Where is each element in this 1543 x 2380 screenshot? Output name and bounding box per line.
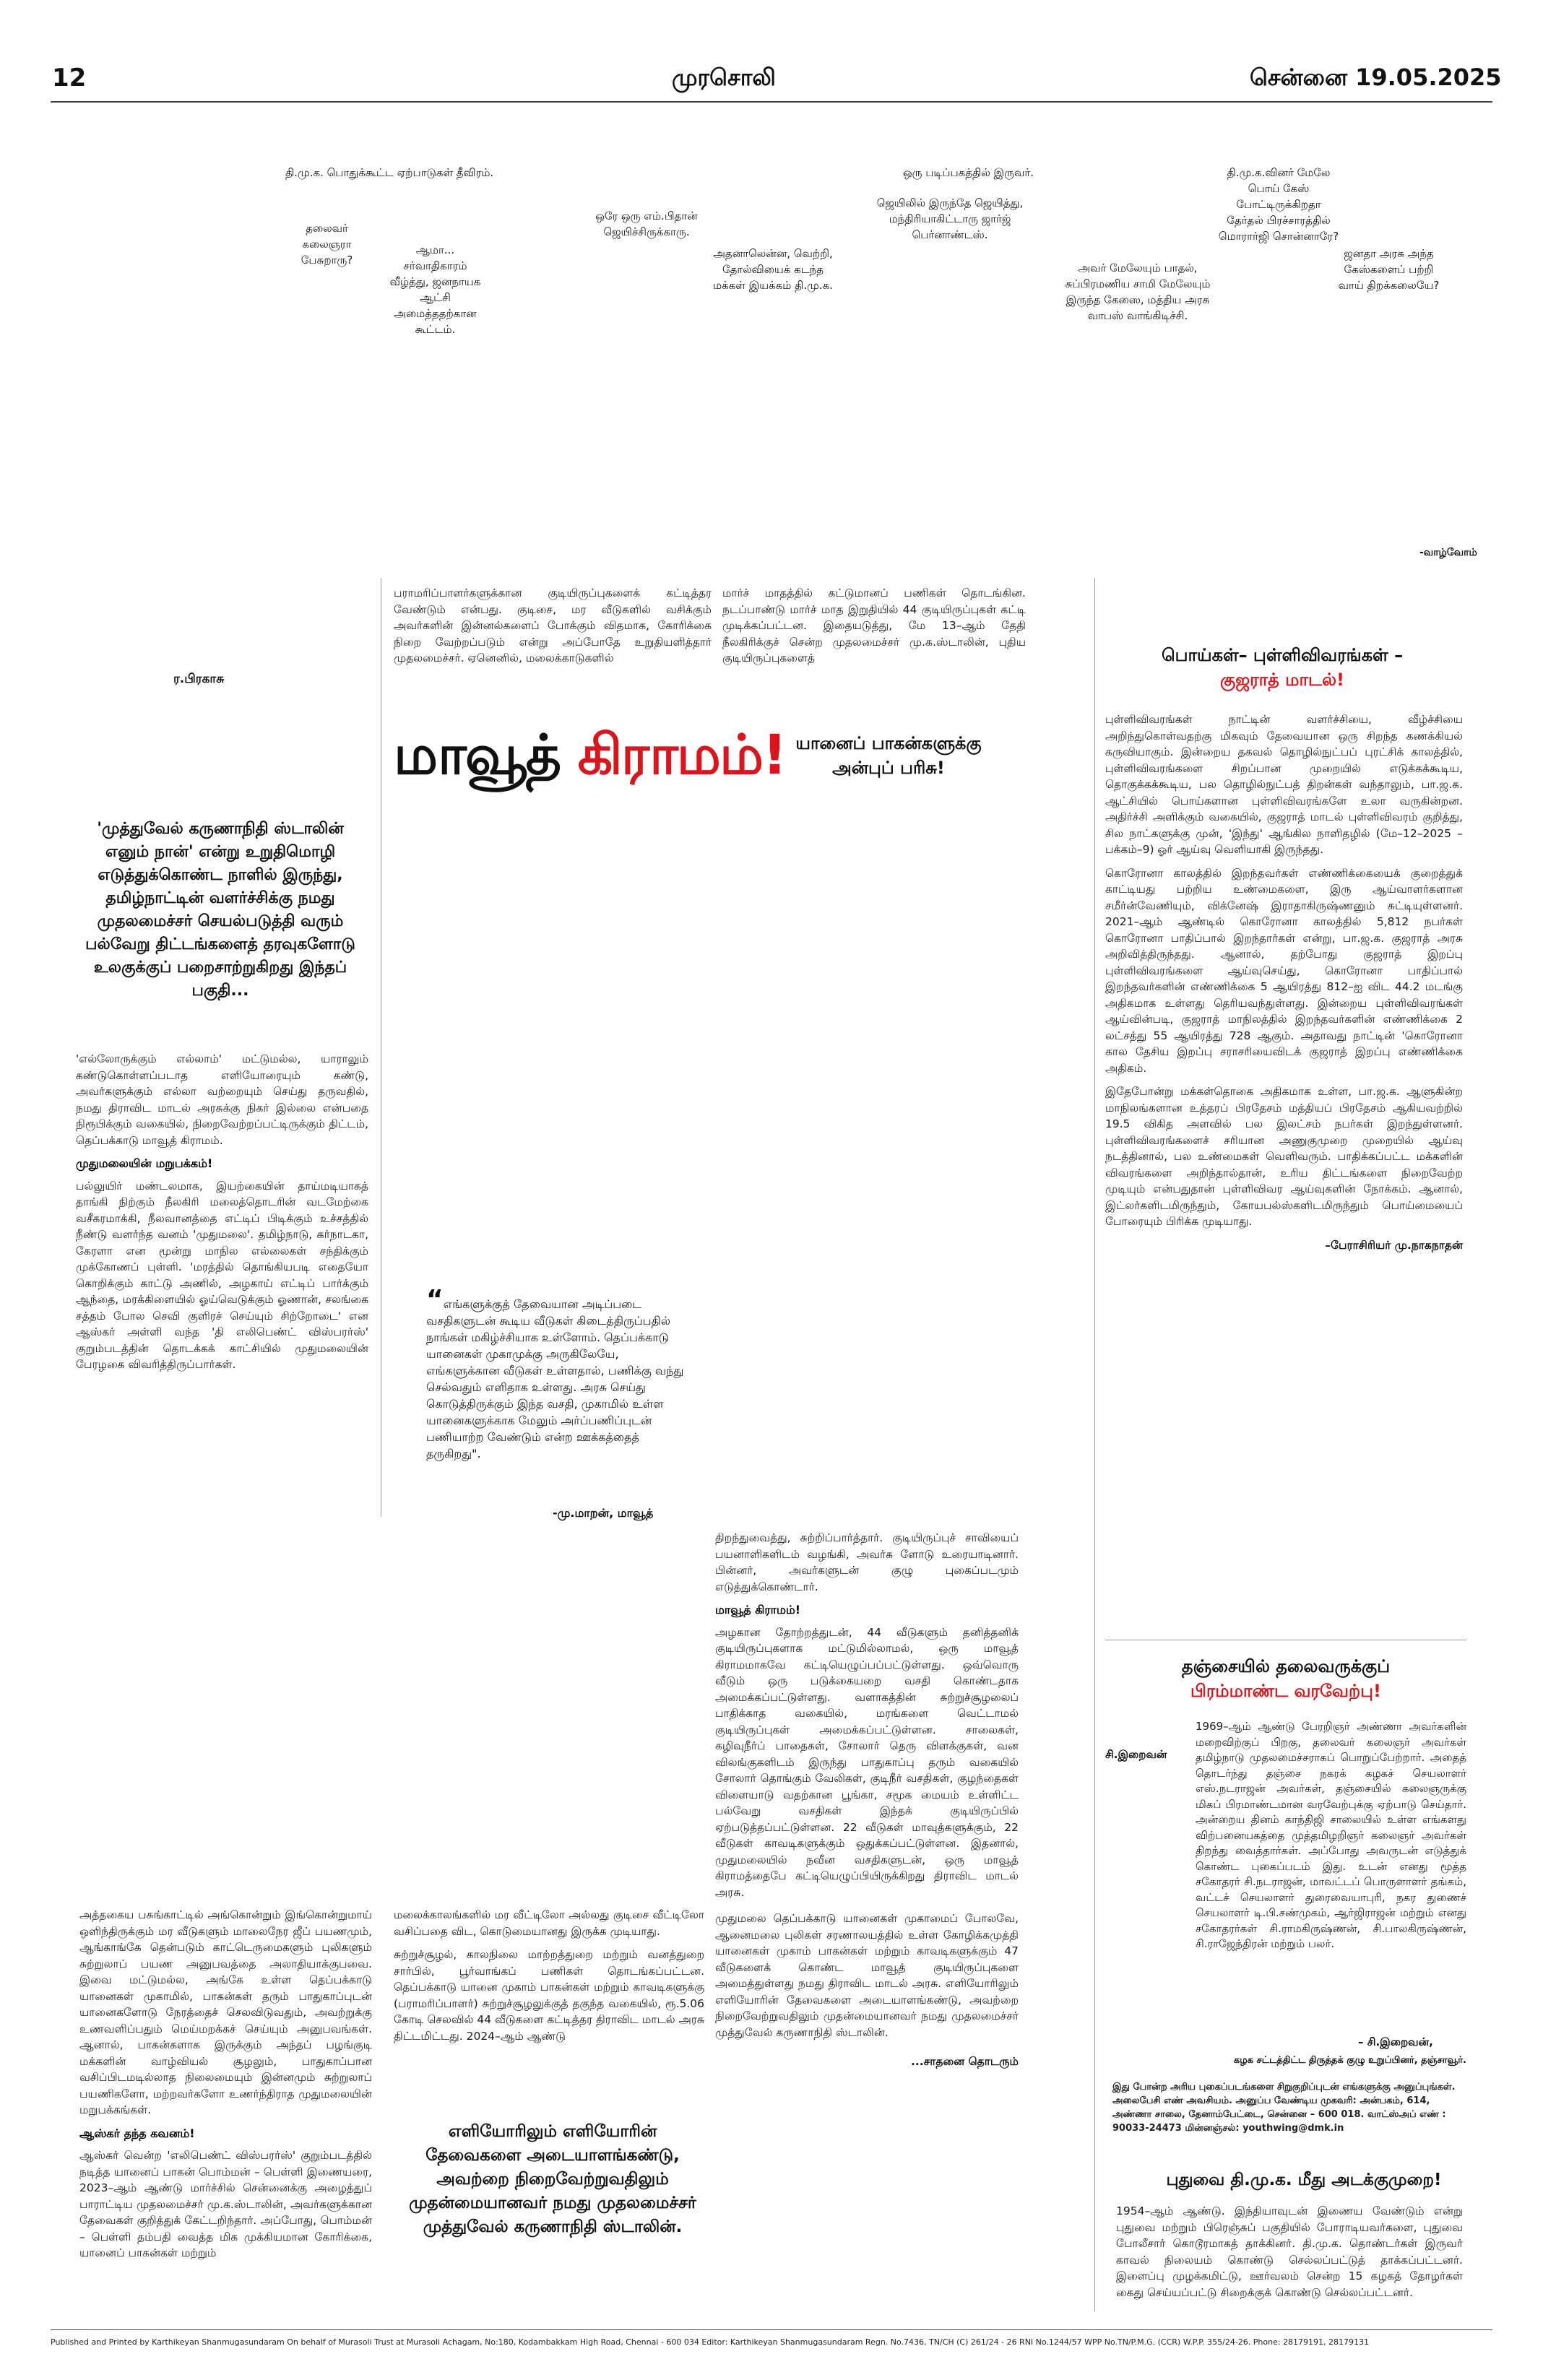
feature-top-col2-text: பராமரிப்பாளர்களுக்கான குடியிருப்புகளைக் கட்டித்தர வேண்டும் என்பது. குடிசை, மர வீடுகளில் வசிக்கும் அவர்களின் இன்னல்களைப் போக்கும் விதமாக, கோரிக்கை நிறை வேற்றப்படும் என்று அப்போதே உறுதியளித்தார் முதலமைச்சர். ஏனெனில், மலைக்காடுகளில்	[394, 587, 712, 665]
col1-low-subhead: ஆஸ்கர் தந்த கவனம்!	[79, 2126, 195, 2140]
feature-col3	[715, 1530, 1019, 2070]
cartoon-bubble-4: ஒரே ஒரு எம்.பிதான் ஜெயிச்சிருக்காரு.	[595, 209, 698, 238]
quote-mark-icon: “	[426, 1285, 444, 1315]
feature-intro: 'முத்துவேல் கருணாநிதி ஸ்டாலின் எனும் நான்' என்று உறுதிமொழி எடுத்துக்கொண்ட நாளில் இருந்து, தமிழ்நாட்டின் வளர்ச்சிக்கு நமது முதலமைச்சர் செயல்படுத்தி வரும் பல்வேறு திட்டங்களைத் தரவுகளோடு உலகுக்குப் பறைசாற்றுகிறது இந்தப் பகுதி...	[85, 820, 355, 1000]
col1-para2: பல்லுயிர் மண்டலமாக, இயற்கையின் தாய்மடியாகத் தாங்கி நிற்கும் நீலகிரி மலைத்தொடரின் வடமேற்கை வசீகரமாக்கி, நீலவானத்தை எட்டிப் பிடிக்கும் உச்சத்தில் நீண்டு வளர்ந்த வனம் 'முதுமலை'. தமிழ்நாடு, கர்நாடகா, கேரளா என மூன்று மாநில எல்லைகள் சந்திக்கும் முக்கோணப் புள்ளி. 'மரத்தில் தொங்கியபடி எதையோ கொறிக்கும் காட்டு அணில், அழகாய் எட்டிப் பார்க்கும் ஆந்தை, மரக்கிளையில் ஓய்வெடுக்கும் ஓணான், சலங்கை சத்தம் போல செவி குளிரச் செய்யும் சிற்றோடை' என ஆஸ்கர் அள்ளி வந்த 'தி எலிபெண்ட் விஸ்பரர்ஸ்' குறும்படத்தின் தொடக்கக் காட்சியில் முதுமலையின் பேரழகை விவரித்திருப்பார்கள்.	[76, 1179, 368, 1371]
feature-top-col3-text: மார்ச் மாதத்தில் கட்டுமானப் பணிகள் தொடங்கின. நடப்பாண்டு மார்ச் மாத இறுதியில் 44 குடியிருப்புகள் கட்டி முடிக்கப்பட்டன. இதையடுத்து, மே 13–ஆம் தேதி நீலகிரிக்குச் சென்ற முதலமைச்சர் மு.க.ஸ்டாலின், புதிய குடியிருப்புகளைத்	[722, 587, 1026, 665]
puduvai-title: புதுவை தி.மு.க. மீது அடக்குமுறை!	[1166, 2171, 1442, 2189]
col1-low-para1: அத்தகைய பசுங்காட்டில் அங்கொன்றும் இங்கொன்றுமாய் ஒளிந்திருக்கும் மர வீடுகளும் மாலைநேர ஜீப் பயணமும், ஆங்காங்கே தென்படும் காட்டெருமைகளும் புலிகளும் சுற்றுலாப் பயண அனுபவத்தை அலாதியாக்குபவை. இவை மட்டுமல்ல, அங்கே உள்ள தெப்பக்காடு யானைகள் முகாமில், பாகன்கள் தரும் பாதுகாப்புடன் யானைகளோடு நேரத்தைச் செலவிடுவதும், அவற்றுக்கு உணவளிப்பதும் மெய்மறக்கச் செய்யும் அனுபவங்கள். ஆனால், பாகன்களாக இருக்கும் அந்தப் பழங்குடி மக்களின் வாழ்வியல் சூழலும், பாதுகாப்பான வசிப்பிடமடில்லாத நிலைமையும் இன்னமும் சுற்றுலாப் பயணிகளோ, மற்றவர்களோ உணர்ந்திராத முதுமலையின் மறுபக்கங்கள்.	[79, 1908, 372, 2116]
col1-subhead: முதுமலையின் மறுபக்கம்!	[76, 1156, 213, 1170]
headline-part-red: கிராமம்!	[577, 722, 786, 787]
paper-name: முரசொலி	[672, 64, 776, 91]
col3-para: அழகான தோற்றத்துடன், 44 வீடுகளும் தனித்தனிக் குடியிருப்புகளாக மட்டுமில்லாமல், ஒரு மாவூத் கிராமமாகவே கட்டியெழுப்பப்பட்டுள்ளது. ஒவ்வொரு வீடும் ஒரு படுக்கையறை வசதி கொண்டதாக அமைக்கப்பட்டுள்ளது. வளாகத்தின் சுற்றுச்சூழலைப் பாதிக்காத வகையில், மரங்களை வெட்டாமல் குடியிருப்புகள் அமைக்கப்பட்டுள்ளன. சாலைகள், கழிவுநீர்ப் பாதைகள், சோலார் தெரு விளக்குகள், வன விலங்குகளிடம் இருந்து பாதுகாப்பு தரும் வகையில் சோலார் தொங்கும் வேலிகள், குடிநீர் வசதிகள், குழந்தைகள் விளையாடு வதற்கான பூங்கா, சமூக மையம் உள்ளிட்ட பல்வேறு வசதிகள் இந்தக் குடியிருப்பில் ஏற்படுத்தப்பட்டுள்ளன. 22 வீடுகள் மாவுத்களுக்கும், 22 வீடுகள் காவடிகளுக்கும் ஒதுக்கப்பட்டுள்ளன. இதனால், முதுமலையில் நவீன வசதிகளுடன், ஒரு மாவூத் கிராமத்தைபே கட்டியெழுப்பியிருக்கிறது திராவிட மாடல் அரசு.	[715, 1625, 1019, 1899]
sidebar-body	[1105, 711, 1463, 1253]
feature-col1	[76, 1051, 368, 1380]
cartoon-bubble-7: அவர் மேலேயும் பாதல், சுப்பிரமணிய சாமி மேலேயும் இருந்த கேஸை, மத்திய அரசு வாபஸ் வாங்கிடிச்சி.	[1065, 261, 1211, 322]
continued-marker: ...சாதனை தொடரும்	[911, 2055, 1019, 2068]
imprint-footer: Published and Printed by Karthikeyan Shanmugasundaram On behalf of Murasoli Trust at Murasoli Achagam, No:180, Kodambakkam High Road, Chennai - 600 034 Editor: Karthikeyan Shanmugasundaram Regn. No.7436, TN/CH (C) 261/24 - 26 RNI No.1244/57 WPP No.TN/P.M.G. (CCR) W.P.P. 355/24-26. Phone: 28179191, 28179131	[51, 2337, 1370, 2347]
divider-footer	[51, 2329, 1492, 2330]
thanjavur-notice: இது போன்ற அரிய புகைப்படங்களை சிறுகுறிப்புடன் எங்களுக்கு அனுப்புங்கள். அலைபேசி எண் அவசியம். அனுப்ப வேண்டிய முகவரி: அன்பகம், 614, அண்ணா சாலை, தேனாம்பேட்டை, சென்னை – 600 018. வாட்ஸ்அப் எண் : 90033-24473 மின்னஞ்சல்: youthwing@dmk.in	[1112, 2082, 1456, 2134]
cartoon-signature: -வாழ்வோம்	[1419, 547, 1477, 558]
cartoon-caption-2: ஒரு படிப்பகத்தில் இருவர்.	[903, 166, 1034, 179]
feature-box-quote: எளியோரிலும் எளியோரின் தேவைகளை அடையாளங்கண்டு, அவற்றை நிறைவேற்றுவதிலும் முதன்மையானவர் நமது முதலமைச்சர் முத்துவேல் கருணாநிதி ஸ்டாலின்.	[409, 2122, 696, 2236]
cartoon-caption-1: தி.மு.க. பொதுக்கூட்ட ஏற்பாடுகள் தீவிரம்.	[285, 166, 494, 179]
thanjavur-body: 1969–ஆம் ஆண்டு பேரறிஞர் அண்ணா அவர்களின் மறைவிற்குப் பிறகு, தலைவர் கலைஞர் அவர்கள் தமிழ்நாடு முதலமைச்சராகப் பொறுப்பேற்றார். அதைத் தொடர்ந்து தஞ்சை நகரக் கழகச் செயலாளர் எஸ்.நடராஜன் அவர்கள், தஞ்சையில் கலைஞருக்கு மிகப் பிரமாண்டமான வரவேற்புக்கு ஏற்பாடு செய்தார். அன்றைய தினம் காந்திஜி சாலையில் உள்ள எங்களது விற்பனையகத்தை முத்தமிழறிஞர் கலைஞர் அவர்கள் திறந்து வைத்தார்கள். அப்போது அவருடன் எடுத்துக் கொண்ட புகைப்படம் இது. உடன் எனது மூத்த சகோதரர் சி.நடராஜன், மாவட்டப் பொருளாளர் தங்கம், வட்டச் செயலாளர் துரைவையாபுரி, நகர துணைச் செயலாளர் டி.பி.சண்முகம், ஆர்ஜிராஜன் மற்றும் எனது சகோதரர்கள் சி.ராமகிருஷ்ணன், சி.பாலகிருஷ்ணன், சி.ராஜேந்திரன் மற்றும் பலர்.	[1196, 1720, 1466, 1950]
feature-col2-lower	[394, 1907, 704, 2051]
puduvai-body: 1954–ஆம் ஆண்டு. இந்தியாவுடன் இணைய வேண்டும் என்று புதுவை மற்றும் பிரெஞ்சுப் பகுதியில் போராடியவர்களை, புதுவை போலீசார் கொடூரமாகத் தாக்கினர். தி.மு.க. தொண்டர்கள் இருவர் காவல் நிலையம் கொண்டு செல்லப்பட்டுத் தாக்கப்பட்டனர். இளைப்பு முழக்கமிட்டு, ஊர்வலம் சென்ற 15 கழகத் தோழர்கள் கைது செய்யப்பட்டு சிறைக்குக் கொண்டு செல்லப்பட்டனர்.	[1116, 2204, 1463, 2299]
page-number: 12	[52, 64, 87, 92]
divider-sidebar	[1094, 578, 1095, 2311]
quote-attribution: -மு.மாறன், மாவூத்	[553, 1506, 654, 1520]
cartoon-bubble-9: ஜனதா அரசு அந்த கேஸ்களைப் பற்றி வாய் திறக்கலையே?	[1338, 247, 1440, 292]
thanjavur-title	[1109, 1654, 1463, 1703]
feature-byline: ர.பிரகாசு	[173, 672, 225, 686]
col2-low-para2: சுற்றுச்சூழல், காலநிலை மாற்றத்துறை மற்றும் வனத்துறை சார்பில், பூர்வாங்கப் பணிகள் தொடங்கப்பட்டன. தெப்பக்காடு யானை முகாம் பாகன்கள் மற்றும் காவடிகளுக்கு (பராமரிப்பாளர்) சுற்றுச்சூழலுக்குத் தகுந்த வகையில், ரூ.5.06 கோடி செலவில் 44 வீடுகளை கட்டித்தர திராவிட மாடல் அரசு திட்டமிட்டது. 2024–ஆம் ஆண்டு	[394, 1948, 704, 2043]
cartoon-bubble-2: தலைவர் கலைஞரா பேசுறாரு?	[301, 222, 353, 267]
col2-low-para1: மலைக்காலங்களில் மர வீட்டிலோ அல்லது குடிசை வீட்டிலோ வசிப்பதை விட, கொடுமையானது இருக்க முடியாது.	[394, 1908, 704, 1938]
cartoon-bubble-3: ஆமா... சர்வாதிகாரம் வீழ்த்து, ஜனநாயக ஆட்சி அமைத்ததற்கான கூட்டம்.	[389, 243, 481, 336]
thanjavur-title-line2: பிரம்மாண்ட வரவேற்பு!	[1190, 1681, 1381, 1701]
feature-sub-headline: யானைப் பாகன்களுக்கு அன்புப் பரிசு!	[795, 733, 982, 778]
feature-top-col2	[394, 585, 712, 674]
col3-mid-text: திறந்துவைத்து, சுற்றிப்பார்த்தார். குடியிருப்புச் சாவியைப் பயனாளிகளிடம் வழங்கி, அவர்க ளோடு உரையாடினார். பின்னர், அவர்களுடன் குழு புகைப்படமும் எடுத்துக்கொண்டார்.	[715, 1531, 1019, 1593]
col1-low-para2: ஆஸ்கர் வென்ற 'எலிபெண்ட் விஸ்பரர்ஸ்' குறும்படத்தில் நடித்த யானைப் பாகன் பொம்மன் – பெள்ளி இணையரை, 2023–ஆம் ஆண்டு மார்ச்சில் சென்னைக்கு அழைத்துப் பாராட்டிய முதலமைச்சர் மு.க.ஸ்டாலின், அவர்களுக்கான தேவைகள் குறித்துக் கேட்டறிந்தார். அப்போது, பொம்மன் – பெள்ளி தம்பதி வைத்த மிக முக்கியமான கோரிக்கை, யானைப் பாகன்கள் மற்றும்	[79, 2149, 372, 2259]
header-rule	[51, 101, 1492, 103]
sidebar-title-line2: குஜராத் மாடல்!	[1220, 670, 1344, 690]
col1-para1: 'எல்லோருக்கும் எல்லாம்' மட்டுமல்ல, யாராலும் கண்டுகொள்ளப்படாத எளியோரையும் கண்டு, அவர்களுக்கும் எல்லா வற்றையும் செய்து தருவதில், நமது திராவிட மாடல் அரசுக்கு நிகர் இல்லை என்பதை நிரூபிக்கும் வகையில், நிறைவேற்றப்பட்டிருக்கும் திட்டம், தெப்பக்காடு மாவூத் கிராமம்.	[76, 1052, 368, 1147]
sidebar-title	[1109, 643, 1456, 692]
thanjavur-title-line1: தஞ்சையில் தலைவருக்குப்	[1181, 1656, 1391, 1676]
sidebar-para1: புள்ளிவிவரங்கள் நாட்டின் வளர்ச்சியை, வீழ்ச்சியை அறிந்துகொள்வதற்கு மிகவும் தேவையான ஒரு சிறந்த கணக்கியல் கருவியாகும். இன்றைய தகவல் தொழில்நுட்பப் புரட்சிக் காலத்தில், புள்ளிவிவரங்களை சிறப்பான முறையில் எடுக்கக்கூடிய, தொகுக்கக்கூடிய, பல தொழில்நுட்பத் திறன்கள் வந்தாலும், பா.ஜ.க. ஆட்சியில் பொய்களான புள்ளிவிவரங்களே உலா வருகின்றன. அதிர்ச்சி அளிக்கும் வகையில், குஜராத் மாடல் புள்ளிவிவரம் குறித்து, சில நாட்களுக்கு முன், 'இந்து' ஆங்கில நாளிதழில் (மே–12–2025 – பக்கம்–9) ஓர் ஆய்வு வெளியாகி இருந்தது.	[1105, 713, 1463, 856]
col3-subhead: மாவூத் கிராமம்!	[715, 1603, 801, 1617]
feature-col1-lower	[79, 1907, 372, 2269]
feature-quote	[426, 1285, 693, 1462]
thanjavur-sign-name: – சி.இறைவன்,	[1358, 2035, 1433, 2048]
city-date: சென்னை 19.05.2025	[1250, 64, 1502, 91]
sidebar-title-line1: பொய்கள்– புள்ளிவிவரங்கள் –	[1161, 645, 1404, 665]
cartoon-bubble-5: அதனாலென்ன, வெற்றி, தோல்வியைக் கடந்த மக்கள் இயக்கம் தி.மு.க.	[713, 247, 833, 292]
headline-part-black: மாவூத்	[394, 722, 578, 787]
thanjavur-sign-role: கழக சட்டத்திட்ட திருத்தக் குழு உறுப்பினர், தஞ்சாவூர்.	[1233, 2055, 1466, 2066]
sidebar-para2: கொரோனா காலத்தில் இறந்தவர்கள் எண்ணிக்கையைக் குறைத்துக் காட்டியது பற்றிய உண்மைகளை, இரு ஆய்வாளர்களான சமீர்ன்வேணியும், விக்னேஷ் இராதாகிருஷ்ணனும் சுட்டியுள்ளனர். 2021–ஆம் ஆண்டில் கொரோனா காலத்தில் 5,812 நபர்கள் கொரோனா பாதிப்பால் இறந்தார்கள் என்று, பா.ஜ.க. குஜராத் அரசு அறிவித்திருந்தது. ஆனால், தற்போது குஜராத் இறப்பு புள்ளிவிவரங்களை ஆய்வுசெய்து, கொரோனா பாதிப்பால் இறந்தவர்களின் எண்ணிக்கை 5 ஆயிரத்து 812–ஐ விட 44.2 மடங்கு அதிகமாக உள்ளது தெரியவந்துள்ளது. இன்றைய புள்ளிவிவரங்கள் ஆய்வின்படி, குஜராத் மாநிலத்தில் இறந்தவர்களின் எண்ணிக்கை 2 லட்சத்து 55 ஆயிரத்து 728 ஆகும். அதாவது நாட்டின் 'கொரோனா கால தேசிய இறப்பு சராசரியைவிடக் குஜராத் இறப்பு எண்ணிக்கை அதிகம்.	[1105, 866, 1463, 1075]
sidebar-para3: இதேபோன்று மக்கள்தொகை அதிகமாக உள்ள, பா.ஜ.க. ஆளுகின்ற மாநிலங்களான உத்தரப் பிரதேசம் மத்தியப் பிரதேசம் ஆகியவற்றில் 19.5 விகித அளவில் பல இலட்சம் நபர்கள் இறந்துள்ளனர். புள்ளிவிவரங்களைச் சரியான அணுகுமுறை முறையில் ஆய்வு நடத்தினால், பல உண்மைகள் வெளிவரும். பாதிக்கப்பட்ட மக்களின் விவரங்களை அறிந்தால்தான், உரிய திட்டங்களை நிறைவேற்ற முடியும் என்பதுதான் புள்ளிவிவர ஆய்வுகளின் நோக்கம். ஆனால், இட்லர்களிடமிருந்தும், கோயபல்ஸ்களிடமிருந்தும் பொய்மையைப் போரையும் பிரிக்க முடியாது.	[1105, 1085, 1463, 1228]
quote-text: எங்களுக்குத் தேவையான அடிப்படை வசதிகளுடன் கூடிய வீடுகள் கிடைத்திருப்பதில் நாங்கள் மகிழ்ச்சியாக உள்ளோம். தெப்பக்காடு யானைகள் முகாமுக்கு அருகிலேயே, எங்களுக்கான வீடுகள் உள்ளதால், பணிக்கு வந்து செல்வதும் எளிதாக உள்ளது. அரசு செய்து கொடுத்திருக்கும் இந்த வசதி, முகாமில் உள்ள யானைகளுக்காக மேலும் அர்ப்பணிப்புடன் பணியாற்ற வேண்டும் என்ற ஊக்கத்தைத் தருகிறது".	[426, 1297, 684, 1461]
sidebar-author: –பேராசிரியர் மு.நாகநாதன்	[1325, 1238, 1463, 1252]
feature-top-col3	[722, 585, 1026, 674]
col3-para2: முதுமலை தெப்பக்காடு யானைகள் முகாமைப் போலவே, ஆனைமலை புலிகள் சரணாலயத்தில் உள்ள கோழிக்கமுத்தி யானைகள் முகாம் பாகன்கள் மற்றும் காவடிகளுக்கும் 47 வீடுகளைக் கொண்ட மாவூத் குடியிருப்புகளை அமைத்துள்ளது நமது திராவிட மாடல் அரசு. எளியோரிலும் எளியோரின் தேவைகளை அடையாளங்கண்டு, அவற்றை நிறைவேற்றுவதிலும் முதன்மையானவர் நமது முதலமைச்சர் முத்துவேல் கருணாநிதி ஸ்டாலின்.	[715, 1912, 1019, 2039]
thanjavur-author-label: சி.இறைவன்	[1105, 1748, 1167, 1761]
cartoon-bubble-8: தி.மு.க.வினர் மேலே பொய் கேஸ் போட்டிருக்கிறதா தேர்தல் பிரச்சாரத்தில் மொரார்ஜி சொன்னாரே?	[1218, 166, 1339, 243]
feature-headline	[394, 722, 786, 795]
cartoon-bubble-6: ஜெயிலில் இருந்தே ஜெயித்து, மந்திரியாகிட்டாரு ஜார்ஜ் பெர்னாண்டஸ்.	[876, 196, 1024, 241]
